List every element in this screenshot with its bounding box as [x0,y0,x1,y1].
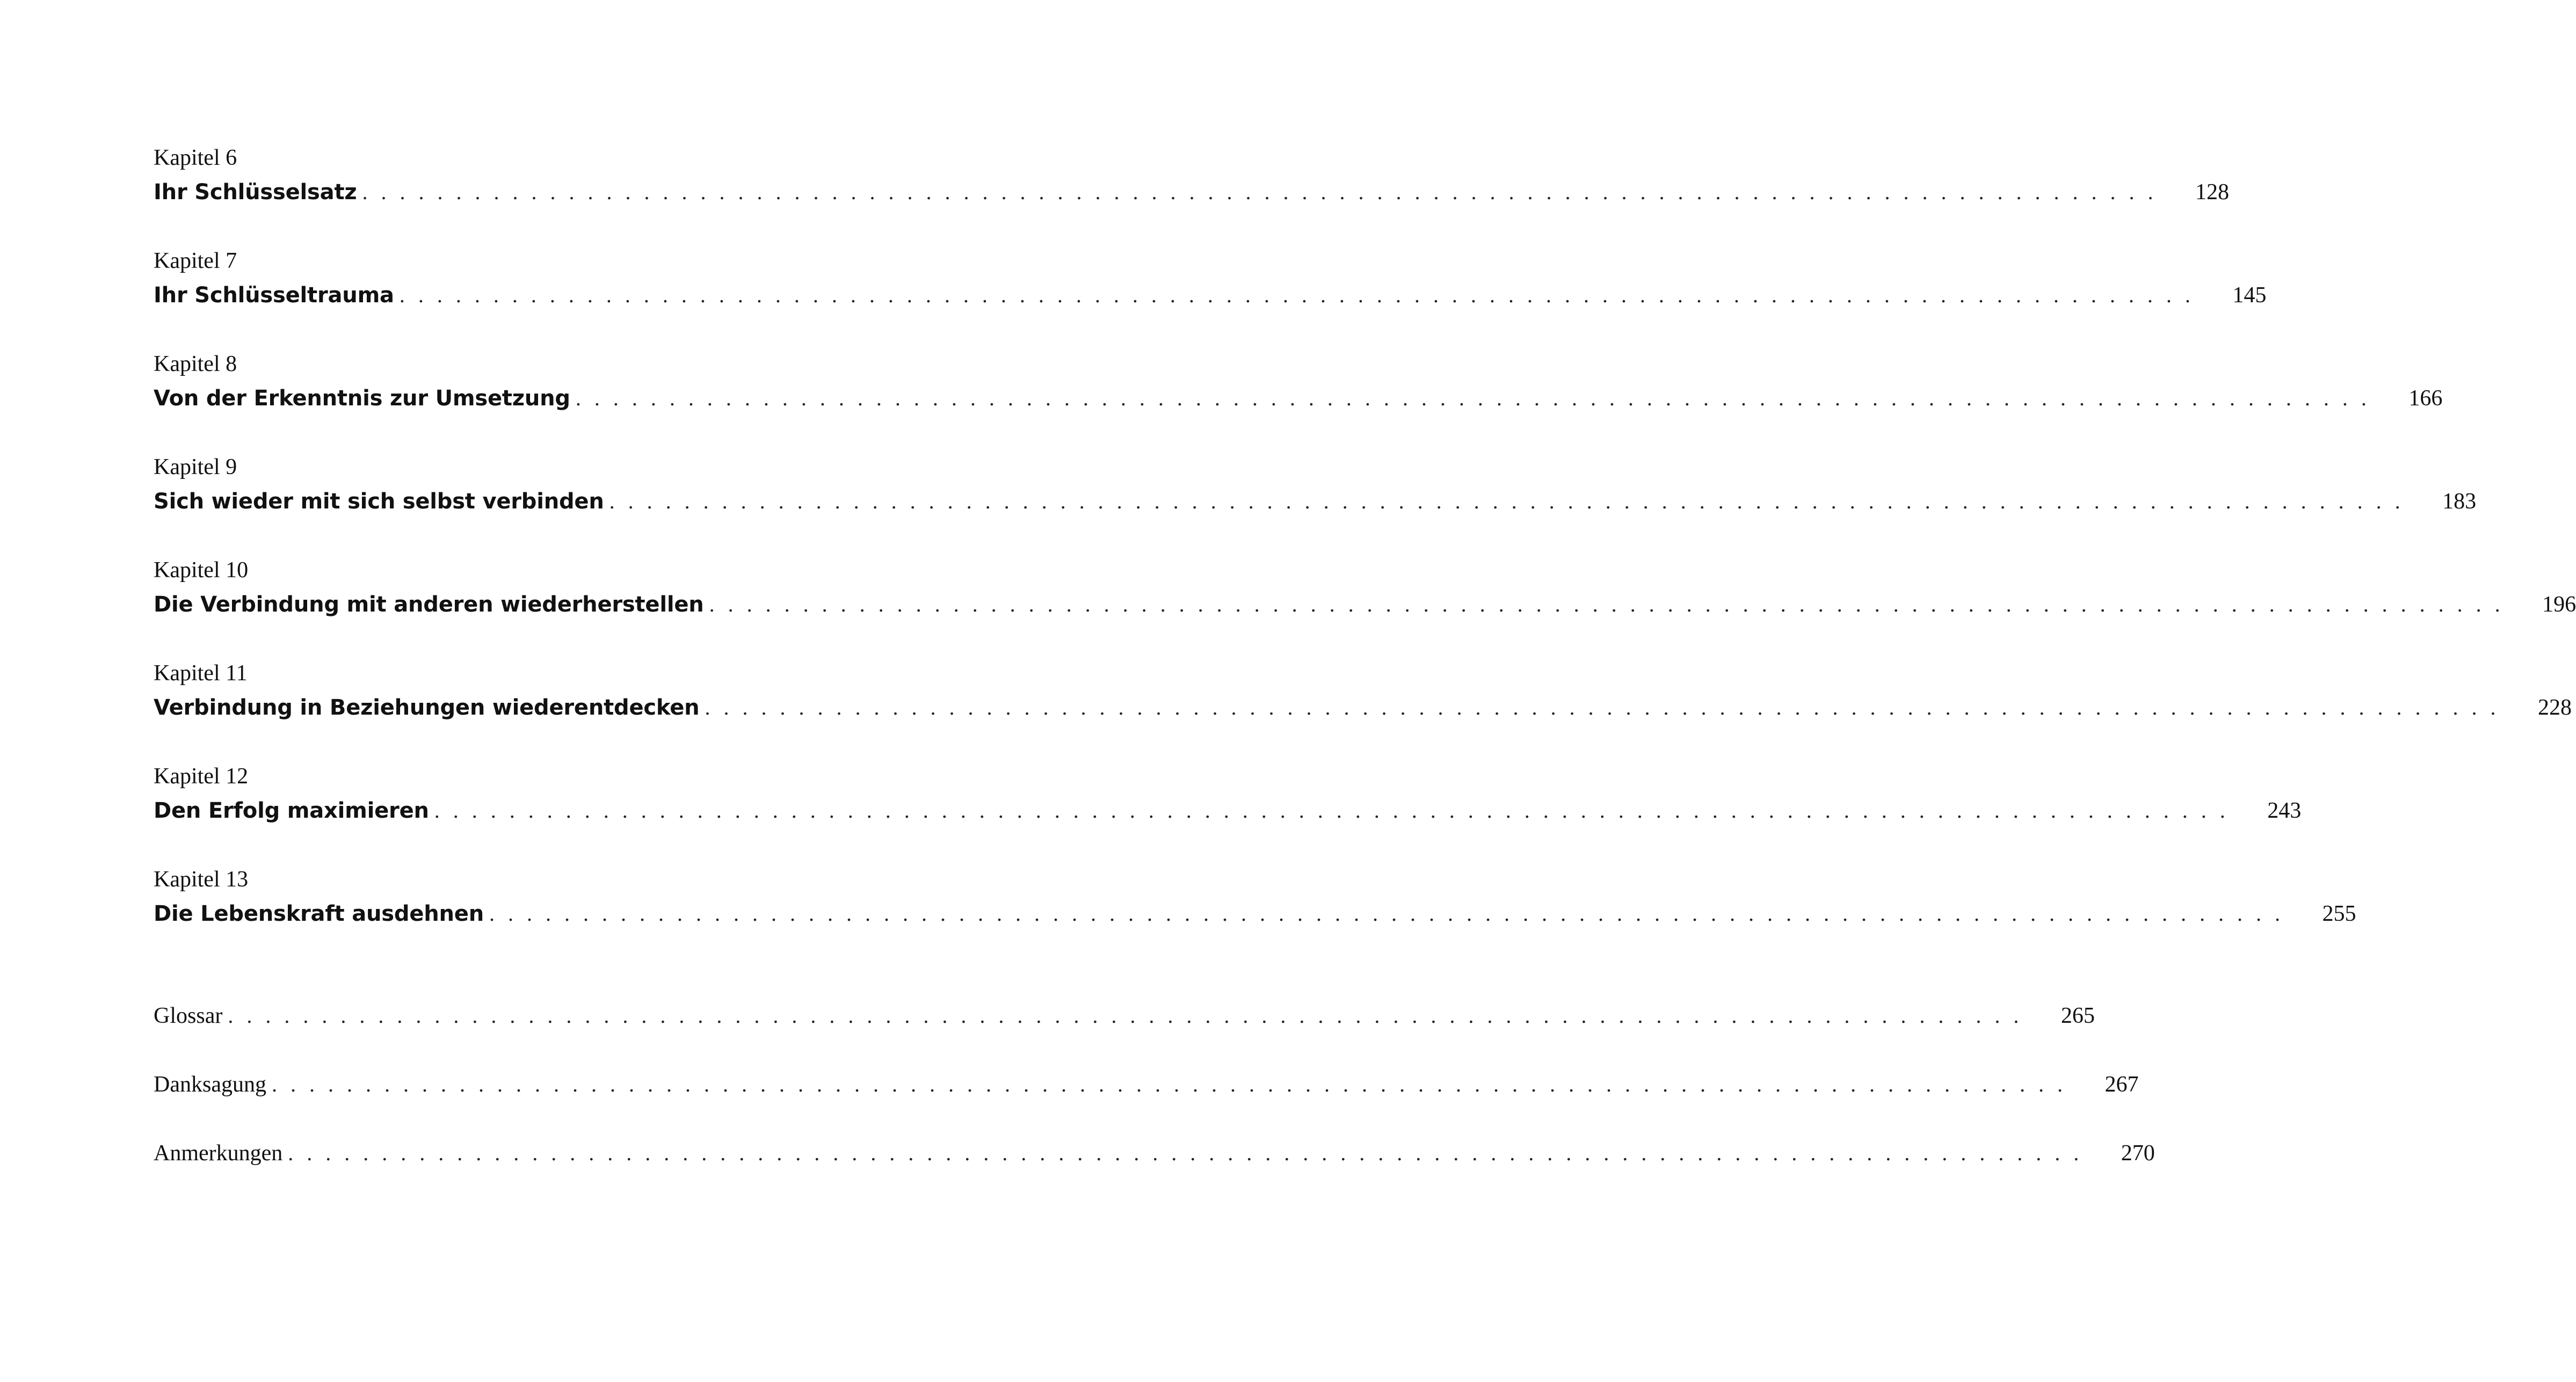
chapter-title: Ihr Schlüsseltrauma [154,283,394,308]
page-number: 270 [2121,1141,2155,1166]
toc-entry[interactable] [154,1136,2155,1170]
toc-entry[interactable] [154,278,2267,312]
toc-entry[interactable] [154,794,2302,828]
page-number: 183 [2442,489,2477,514]
chapter-label: Kapitel 8 [154,352,237,376]
chapter-title: Den Erfolg maximieren [154,798,429,823]
page-number: 166 [2408,386,2443,411]
appendix-title: Anmerkungen [154,1141,283,1166]
chapter-label: Kapitel 11 [154,661,248,686]
toc-entry[interactable] [154,587,2576,622]
chapter-title: Verbindung in Beziehungen wiederentdecken [154,695,700,720]
dot-leader: . . . . . . . . . . . . . . . . . . . . . . . . . . . . . . . . . . . . . . . . . . . . . . . . . . . . . . . . . . . . . . . . . . . . . . . . . . . . . . . . . . . . . . . . . . . . . . . . [288,1141,2083,1165]
dot-leader: . . . . . . . . . . . . . . . . . . . . . . . . . . . . . . . . . . . . . . . . . . . . . . . . . . . . . . . . . . . . . . . . . . . . . . . . . . . . . . . . . . . . . . . . . . . . . . . . [489,901,2284,926]
chapter-title: Die Verbindung mit anderen wiederherstellen [154,592,704,617]
page-number: 265 [2060,1003,2095,1028]
chapter-title: Ihr Schlüsselsatz [154,180,357,205]
page-number: 145 [2232,283,2267,308]
toc-entry[interactable] [154,897,2356,931]
chapter-title: Die Lebenskraft ausdehnen [154,901,484,926]
appendix-list [154,999,2155,1205]
dot-leader: . . . . . . . . . . . . . . . . . . . . . . . . . . . . . . . . . . . . . . . . . . . . . . . . . . . . . . . . . . . . . . . . . . . . . . . . . . . . . . . . . . . . . . . . . . . . . . . . [271,1072,2067,1096]
toc-chapter-11 [154,656,2572,759]
chapter-title: Von der Erkenntnis zur Umsetzung [154,386,570,411]
toc-chapter-8 [154,347,2443,450]
appendix-glossar [154,999,2095,1067]
page-number: 267 [2105,1072,2139,1097]
toc-entry[interactable] [154,999,2095,1033]
dot-leader: . . . . . . . . . . . . . . . . . . . . . . . . . . . . . . . . . . . . . . . . . . . . . . . . . . . . . . . . . . . . . . . . . . . . . . . . . . . . . . . . . . . . . . . . . . . . . . . . [362,180,2157,204]
appendix-danksagung [154,1067,2139,1136]
page-number: 128 [2195,180,2229,205]
chapter-label: Kapitel 9 [154,455,237,479]
toc-chapter-9 [154,450,2477,553]
dot-leader: . . . . . . . . . . . . . . . . . . . . . . . . . . . . . . . . . . . . . . . . . . . . . . . . . . . . . . . . . . . . . . . . . . . . . . . . . . . . . . . . . . . . . . . . . . . . . . . . [434,798,2230,823]
appendix-anmerkungen [154,1136,2155,1205]
dot-leader: . . . . . . . . . . . . . . . . . . . . . . . . . . . . . . . . . . . . . . . . . . . . . . . . . . . . . . . . . . . . . . . . . . . . . . . . . . . . . . . . . . . . . . . . . . . . . . . . [609,489,2405,513]
toc-chapter-7 [154,244,2267,347]
toc-entry[interactable] [154,690,2572,725]
toc-chapter-10 [154,553,2576,656]
toc-chapter-6 [154,141,2229,244]
page-number: 228 [2537,695,2572,720]
dot-leader: . . . . . . . . . . . . . . . . . . . . . . . . . . . . . . . . . . . . . . . . . . . . . . . . . . . . . . . . . . . . . . . . . . . . . . . . . . . . . . . . . . . . . . . . . . . . . . . . [228,1003,2023,1028]
toc-chapter-12 [154,759,2302,862]
toc-entry[interactable] [154,484,2477,519]
toc-entry[interactable] [154,381,2443,416]
chapter-label: Kapitel 12 [154,764,249,789]
toc-entry[interactable] [154,1067,2139,1102]
page-number: 255 [2322,901,2356,926]
dot-leader: . . . . . . . . . . . . . . . . . . . . . . . . . . . . . . . . . . . . . . . . . . . . . . . . . . . . . . . . . . . . . . . . . . . . . . . . . . . . . . . . . . . . . . . . . . . . . . . . [705,695,2500,719]
chapter-label: Kapitel 13 [154,867,249,892]
appendix-title: Danksagung [154,1072,266,1097]
chapter-title: Sich wieder mit sich selbst verbinden [154,489,604,514]
toc-entry[interactable] [154,175,2229,209]
table-of-contents [154,141,2576,965]
chapter-label: Kapitel 7 [154,249,237,273]
page-number: 243 [2267,798,2302,823]
chapter-label: Kapitel 10 [154,558,249,583]
page-number: 196 [2542,592,2576,617]
dot-leader: . . . . . . . . . . . . . . . . . . . . . . . . . . . . . . . . . . . . . . . . . . . . . . . . . . . . . . . . . . . . . . . . . . . . . . . . . . . . . . . . . . . . . . . . . . . . . . . . [575,386,2371,410]
toc-chapter-13 [154,862,2356,965]
appendix-title: Glossar [154,1003,223,1028]
dot-leader: . . . . . . . . . . . . . . . . . . . . . . . . . . . . . . . . . . . . . . . . . . . . . . . . . . . . . . . . . . . . . . . . . . . . . . . . . . . . . . . . . . . . . . . . . . . . . . . . [399,283,2195,307]
dot-leader: . . . . . . . . . . . . . . . . . . . . . . . . . . . . . . . . . . . . . . . . . . . . . . . . . . . . . . . . . . . . . . . . . . . . . . . . . . . . . . . . . . . . . . . . . . . . . . . . [709,592,2505,616]
chapter-label: Kapitel 6 [154,146,237,170]
